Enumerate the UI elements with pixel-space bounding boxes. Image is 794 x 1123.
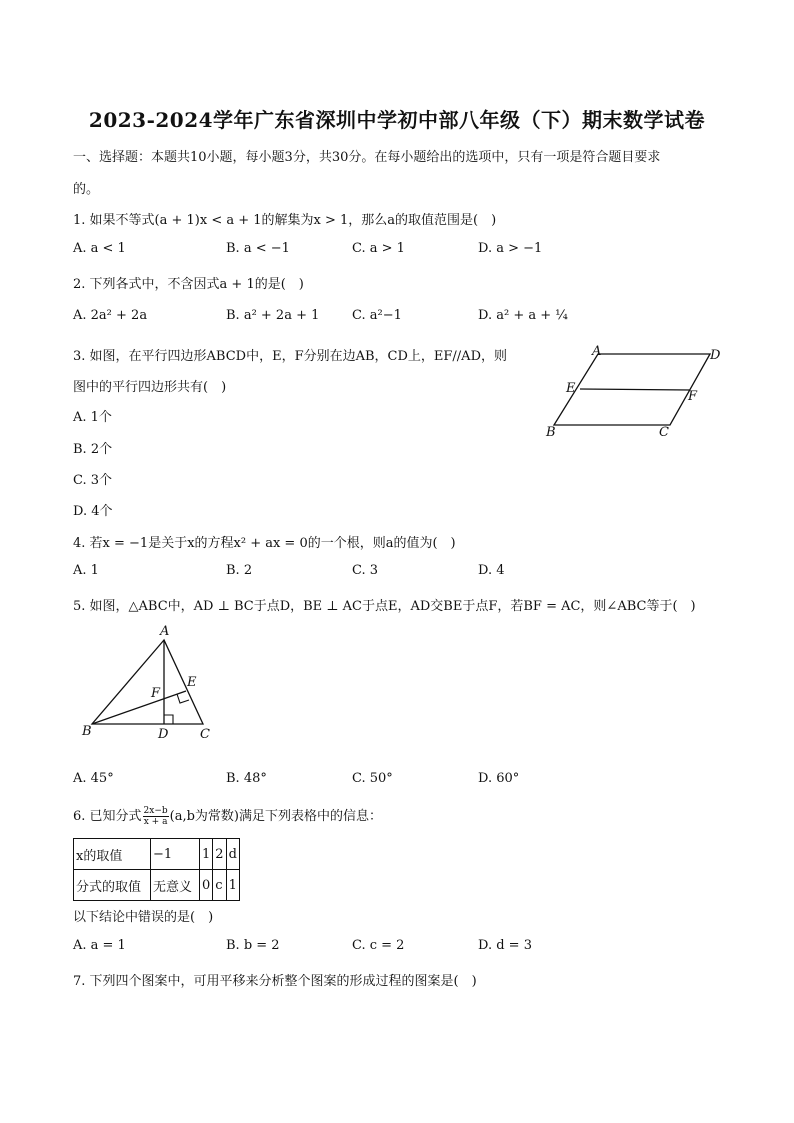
q1-option-c: C. a > 1	[352, 241, 405, 256]
label-b: B	[82, 724, 92, 739]
q2-option-d: D. a² + a + ¼	[478, 308, 568, 323]
page-title: 2023-2024学年广东省深圳中学初中部八年级（下）期末数学试卷	[88, 108, 706, 132]
q6-info-table	[73, 838, 240, 901]
q2-option-b: B. a² + 2a + 1	[226, 308, 320, 323]
label-d: D	[158, 727, 169, 742]
table-cell: −1	[151, 839, 200, 870]
label-a: A	[160, 624, 170, 639]
question-1-stem: 1. 如果不等式(a + 1)x < a + 1的解集为x > 1，那么a的取值范围是( )	[73, 213, 497, 228]
label-a: A	[592, 344, 602, 359]
question-3-stem-line2: 图中的平行四边形共有( )	[73, 380, 227, 395]
q4-option-d: D. 4	[478, 563, 505, 578]
q6-stem-suffix: (a,b为常数)满足下列表格中的信息：	[169, 809, 383, 824]
q4-option-b: B. 2	[226, 563, 253, 578]
q6-fraction-denominator: x + a	[143, 817, 168, 827]
table-cell: 2	[213, 839, 226, 870]
label-e: E	[187, 675, 197, 690]
right-angle-d	[164, 715, 173, 724]
q5-option-b: B. 48°	[226, 771, 267, 786]
q3-option-c: C. 3个	[73, 473, 113, 488]
label-f: F	[688, 389, 698, 404]
question-3-stem-line1: 3. 如图，在平行四边形ABCD中，E，F分别在边AB，CD上，EF//AD，则	[73, 349, 507, 364]
right-angle-e	[177, 694, 189, 703]
q3-option-a: A. 1个	[73, 410, 112, 425]
triangle-figure	[76, 622, 226, 747]
label-c: C	[659, 425, 669, 440]
q6-option-b: B. b = 2	[226, 938, 280, 953]
q6-fraction-numerator: 2x−b	[143, 806, 168, 816]
q5-option-a: A. 45°	[73, 771, 114, 786]
q2-option-c: C. a²−1	[352, 308, 402, 323]
table-row	[74, 839, 240, 870]
table-cell: 1	[226, 870, 239, 901]
label-d: D	[710, 348, 721, 363]
q3-option-d: D. 4个	[73, 504, 113, 519]
table-cell: 1	[200, 839, 213, 870]
section-heading-line2: 的。	[73, 182, 100, 197]
q2-option-a: A. 2a² + 2a	[73, 308, 148, 323]
table-cell: 分式的取值	[74, 870, 151, 901]
q4-option-a: A. 1	[73, 563, 99, 578]
table-cell: x的取值	[74, 839, 151, 870]
q6-option-c: C. c = 2	[352, 938, 405, 953]
table-cell: c	[213, 870, 226, 901]
question-4-stem: 4. 若x = −1是关于x的方程x² + ax = 0的一个根，则a的值为( )	[73, 536, 456, 551]
q4-option-c: C. 3	[352, 563, 379, 578]
label-b: B	[546, 425, 556, 440]
question-2-stem: 2. 下列各式中，不含因式a + 1的是( )	[73, 277, 304, 292]
q6-fraction	[143, 806, 169, 827]
table-row	[74, 870, 240, 901]
q3-option-b: B. 2个	[73, 442, 113, 457]
question-6-stem	[73, 805, 382, 827]
q5-option-d: D. 60°	[478, 771, 520, 786]
question-5-stem: 5. 如图，△ABC中，AD ⊥ BC于点D，BE ⊥ AC于点E，AD交BE于点F，若BF = AC，则∠ABC等于( )	[73, 599, 696, 614]
segment-ef	[580, 389, 690, 390]
q6-option-a: A. a = 1	[73, 938, 126, 953]
parallelogram-figure	[538, 342, 728, 442]
table-cell: 无意义	[151, 870, 200, 901]
table-cell: d	[226, 839, 239, 870]
q6-option-d: D. d = 3	[478, 938, 532, 953]
q5-option-c: C. 50°	[352, 771, 393, 786]
q1-option-a: A. a < 1	[73, 241, 126, 256]
q1-option-d: D. a > −1	[478, 241, 543, 256]
q1-option-b: B. a < −1	[226, 241, 290, 256]
label-e: E	[566, 381, 576, 396]
label-f: F	[151, 686, 161, 701]
question-6-follow: 以下结论中错误的是( )	[73, 910, 214, 925]
section-heading-line1: 一、选择题：本题共10小题，每小题3分，共30分。在每小题给出的选项中，只有一项是符合题目要求	[73, 150, 661, 165]
table-cell: 0	[200, 870, 213, 901]
question-7-stem: 7. 下列四个图案中，可用平移来分析整个图案的形成过程的图案是( )	[73, 974, 477, 989]
label-c: C	[200, 727, 210, 742]
q6-stem-prefix: 6. 已知分式	[73, 809, 142, 824]
